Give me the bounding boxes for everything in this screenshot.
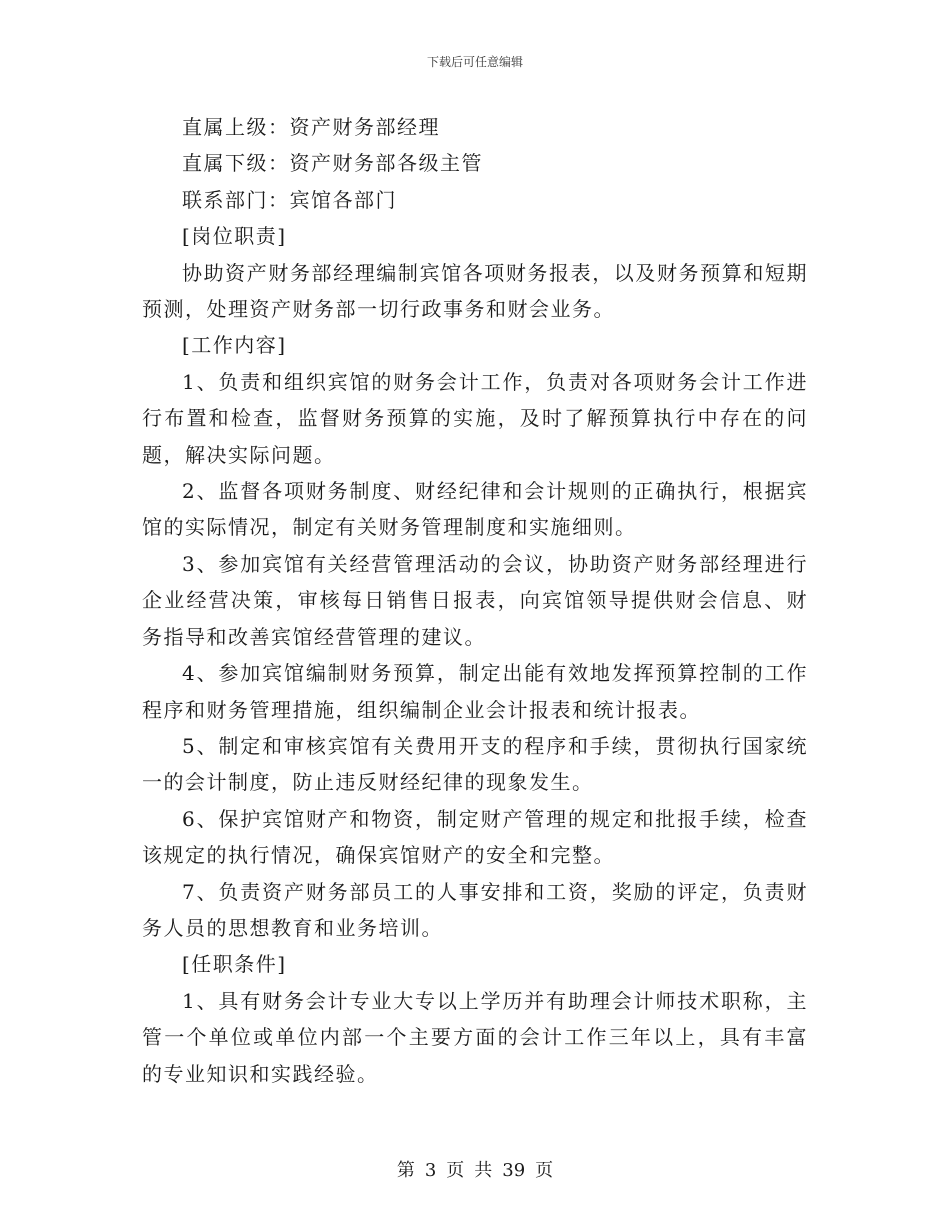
page-header-note: 下载后可任意编辑 <box>426 55 523 69</box>
direct-subordinate-line: 直属下级：资产财务部各级主管 <box>182 151 483 176</box>
section-heading-qualifications: [任职条件] <box>182 952 287 977</box>
work-item-4: 4、参加宾馆编制财务预算，制定出能有效地发挥预算控制的工作程序和财务管理措施，组织编制企业会计报表和统计报表。 <box>142 661 808 722</box>
contact-department-line: 联系部门：宾馆各部门 <box>182 187 397 212</box>
document-body <box>142 109 808 1092</box>
work-item-2: 2、监督各项财务制度、财经纪律和会计规则的正确执行，根据宾馆的实际情况，制定有关财务管理制度和实施细则。 <box>142 479 808 540</box>
work-item-1: 1、负责和组织宾馆的财务会计工作，负责对各项财务会计工作进行布置和检查，监督财务预算的实施，及时了解预算执行中存在的问题，解决实际问题。 <box>142 369 808 467</box>
section-heading-work-content: [工作内容] <box>182 333 287 358</box>
work-item-3: 3、参加宾馆有关经营管理活动的会议，协助资产财务部经理进行企业经营决策，审核每日销售日报表，向宾馆领导提供财会信息、财务指导和改善宾馆经营管理的建议。 <box>142 551 808 649</box>
page-current-number: 3 <box>424 1160 437 1181</box>
duties-paragraph: 协助资产财务部经理编制宾馆各项财务报表，以及财务预算和短期预测，处理资产财务部一切行政事务和财会业务。 <box>142 260 808 322</box>
page-word: 第 <box>396 1160 415 1181</box>
work-item-5: 5、制定和审核宾馆有关费用开支的程序和手续，贯彻执行国家统一的会计制度，防止违反财经纪律的现象发生。 <box>142 733 808 795</box>
page-footer <box>0 1156 950 1182</box>
work-item-7: 7、负责资产财务部员工的人事安排和工资，奖励的评定，负责财务人员的思想教育和业务培训。 <box>142 879 808 940</box>
work-item-6: 6、保护宾馆财产和物资，制定财产管理的规定和批报手续，检查该规定的执行情况，确保宾馆财产的安全和完整。 <box>142 806 808 868</box>
page-total-number: 39 <box>502 1160 526 1181</box>
qualification-item-1: 1、具有财务会计专业大专以上学历并有助理会计师技术职称，主管一个单位或单位内部一个主要方面的会计工作三年以上，具有丰富的专业知识和实践经验。 <box>142 988 808 1086</box>
total-unit: 页 <box>535 1160 554 1181</box>
direct-superior-line: 直属上级：资产财务部经理 <box>182 115 440 139</box>
total-word: 共 <box>474 1160 493 1181</box>
section-heading-duties: [岗位职责] <box>182 224 287 249</box>
page-unit: 页 <box>446 1160 465 1181</box>
